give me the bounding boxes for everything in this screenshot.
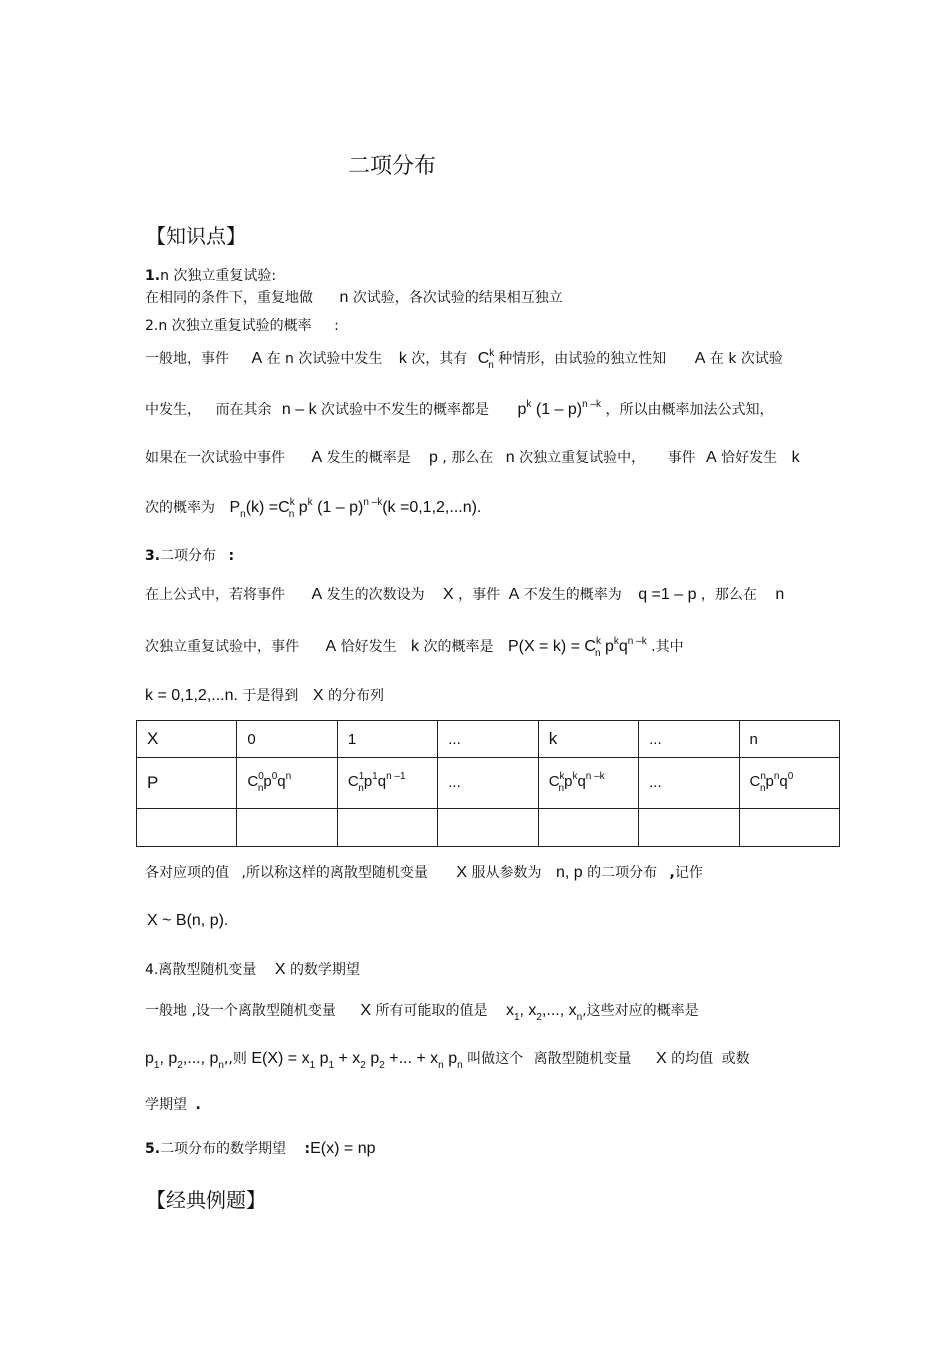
page-title: 二项分布 [348, 154, 437, 179]
table-cell: $C^1_np^1q^{n -1}$ [337, 758, 437, 808]
table-cell: ... [639, 721, 739, 758]
math: k [398, 350, 407, 367]
table-cell: ... [639, 758, 739, 808]
math: E(x) = np [310, 1140, 376, 1157]
text: : [304, 1141, 311, 1157]
line-8 [145, 545, 234, 565]
math: k [411, 638, 420, 655]
table-cell: $C^0_np^0q^n$ [237, 758, 337, 808]
distribution-table [136, 720, 840, 847]
math: k = 0,1,2,...n. [145, 687, 238, 704]
math: X [456, 864, 468, 881]
text: 次的概率为 [145, 500, 215, 516]
text: ，那么在 [700, 587, 757, 603]
table-cell [237, 808, 337, 846]
math: X [360, 1002, 372, 1019]
math: n [775, 586, 785, 603]
text: .其中 [651, 639, 684, 655]
math: A [311, 586, 323, 603]
text: 或数 [721, 1051, 750, 1067]
text: 恰好发生 [340, 639, 397, 655]
math: k [791, 449, 800, 466]
text: 次独立重复试验中，事件 [145, 639, 299, 655]
table-cell [639, 808, 739, 846]
text: 次，其有 [411, 351, 468, 367]
math: n – k [281, 401, 317, 418]
text: 2.n 次独立重复试验的概率 [145, 318, 312, 334]
text: 而在其余 [215, 402, 272, 418]
text: 如果在一次试验中事件 [145, 450, 285, 466]
math-values: $x_1$, $x_2$,..., $x_n$ [505, 1002, 583, 1024]
line-5 [145, 399, 773, 419]
math: X [274, 961, 286, 978]
text: , [669, 865, 675, 881]
item-number: 5. [145, 1141, 161, 1157]
math: X [656, 1050, 667, 1067]
text: 种情形，由试验的独立性知 [498, 351, 667, 367]
text: 在 n 次试验中发生 [266, 351, 383, 367]
text: 服从参数为 [471, 865, 542, 881]
line-4 [145, 348, 783, 370]
table-cell [438, 808, 538, 846]
text: ,所以称这样的离散型随机变量 [241, 865, 428, 881]
table-row [137, 758, 840, 808]
text: ,,则 [223, 1051, 247, 1067]
table-cell: 0 [237, 721, 337, 758]
math: X [312, 687, 324, 704]
text: 次独立重复试验中， [519, 450, 646, 466]
table-cell: $C^n_np^nq^0$ [739, 758, 839, 808]
item-text: n 次独立重复试验: [160, 268, 277, 284]
text: 的均值 [671, 1051, 714, 1067]
text: 中发生， [145, 402, 201, 418]
text: , 那么在 [442, 450, 494, 466]
math: n [339, 289, 349, 306]
text: . [195, 1097, 201, 1113]
math: A [694, 350, 706, 367]
text: 的分布列 [327, 688, 384, 704]
table-cell: ... [438, 758, 538, 808]
line-9 [145, 584, 784, 604]
math: X [443, 586, 454, 603]
line-12 [145, 862, 703, 882]
text: : [228, 548, 235, 564]
math: A [325, 638, 337, 655]
text: 的二项分布 [587, 865, 658, 881]
text: 次试验，各次试验的结果相互独立 [352, 290, 563, 306]
text: 4.离散型随机变量 [145, 962, 257, 978]
text: 离散型随机变量 [533, 1051, 632, 1067]
text: 于是得到 [242, 688, 299, 704]
math: A [706, 449, 717, 466]
math: p [429, 449, 438, 466]
table-cell: ... [438, 721, 538, 758]
line-3 [145, 315, 339, 335]
text: 一般地，事件 [145, 351, 229, 367]
line-10 [145, 636, 684, 658]
item-text: 二项分布 [160, 548, 217, 564]
table-cell [137, 808, 237, 846]
table-cell: P [137, 758, 237, 808]
math-expectation: $E(X) = x_1$ $p_1 + x_2$ $p_2$ +... + $x_n$ $p_n$ [251, 1050, 463, 1072]
text: 次的概率是 [423, 639, 494, 655]
line-2 [145, 287, 563, 307]
item-text: 二项分布的数学期望 [160, 1141, 287, 1157]
table-cell: n [739, 721, 839, 758]
line-11 [145, 685, 384, 705]
line-6 [145, 447, 800, 467]
text: ，事件 [458, 587, 501, 603]
text: 学期望 [145, 1097, 187, 1113]
text: 次试验中不发生的概率都是 [321, 402, 490, 418]
text: 事件 [667, 450, 696, 466]
text: : [334, 318, 339, 334]
math-binomial-distribution: $P(X = k) = C^k_n$ $p^kq^{n -k}$ [507, 635, 647, 660]
line-7 [145, 497, 481, 519]
math: A [311, 449, 323, 466]
math: A [508, 586, 520, 603]
table-cell [739, 808, 839, 846]
table-cell [337, 808, 437, 846]
line-1 [145, 265, 276, 285]
table-cell [538, 808, 638, 846]
text: 发生的概率是 [326, 450, 411, 466]
text: 在 k 次试验 [709, 351, 783, 367]
section-heading-examples: 【经典例题】 [146, 1188, 266, 1212]
section-heading-knowledge: 【知识点】 [146, 224, 246, 248]
line-13: X ~ B(n, p). [147, 912, 229, 929]
item-number: 3. [145, 548, 161, 564]
math: n, p [555, 864, 583, 881]
text: 在上公式中，若将事件 [145, 587, 285, 603]
text: 不发生的概率为 [523, 587, 622, 603]
line-17 [145, 1094, 201, 1114]
item-number: 1. [145, 268, 161, 284]
math-probabilities: $p_1$, $p_2$,..., $p_n$ [145, 1050, 224, 1072]
line-14 [145, 959, 360, 979]
text: 所有可能取的值是 [375, 1003, 488, 1019]
math-binomial-probability: $P_n(k) =C^k_n$ $p^k$ (1 – p)$^{n -k}$(k =0,1,2,...n). [229, 496, 482, 521]
table-cell: 1 [337, 721, 437, 758]
text: 在相同的条件下，重复地做 [145, 290, 313, 306]
text: 叫做这个 [467, 1051, 524, 1067]
line-16 [145, 1048, 750, 1070]
text: ,这些对应的概率是 [582, 1003, 699, 1019]
line-18 [145, 1138, 375, 1158]
table-row [137, 808, 840, 846]
text: 的数学期望 [289, 962, 360, 978]
text: 记作 [674, 865, 703, 881]
text: 各对应项的值 [145, 865, 229, 881]
text: 发生的次数设为 [326, 587, 425, 603]
text: 恰好发生 [721, 450, 778, 466]
math: A [251, 350, 263, 367]
table-cell: $C^k_np^kq^{n -k}$ [538, 758, 638, 808]
table-cell: X [137, 721, 237, 758]
table-row [137, 721, 840, 758]
math-expression: $p^k$ (1 – p)$^{n -k}$ [517, 398, 602, 418]
math: n [505, 449, 515, 466]
table-cell: k [538, 721, 638, 758]
math-combination: $C^k_n$ [477, 347, 495, 372]
math: q =1 – p [638, 586, 697, 603]
line-15 [145, 1000, 699, 1022]
text: ，所以由概率加法公式知， [605, 402, 774, 418]
text: 一般地 ,设一个离散型随机变量 [145, 1003, 336, 1019]
